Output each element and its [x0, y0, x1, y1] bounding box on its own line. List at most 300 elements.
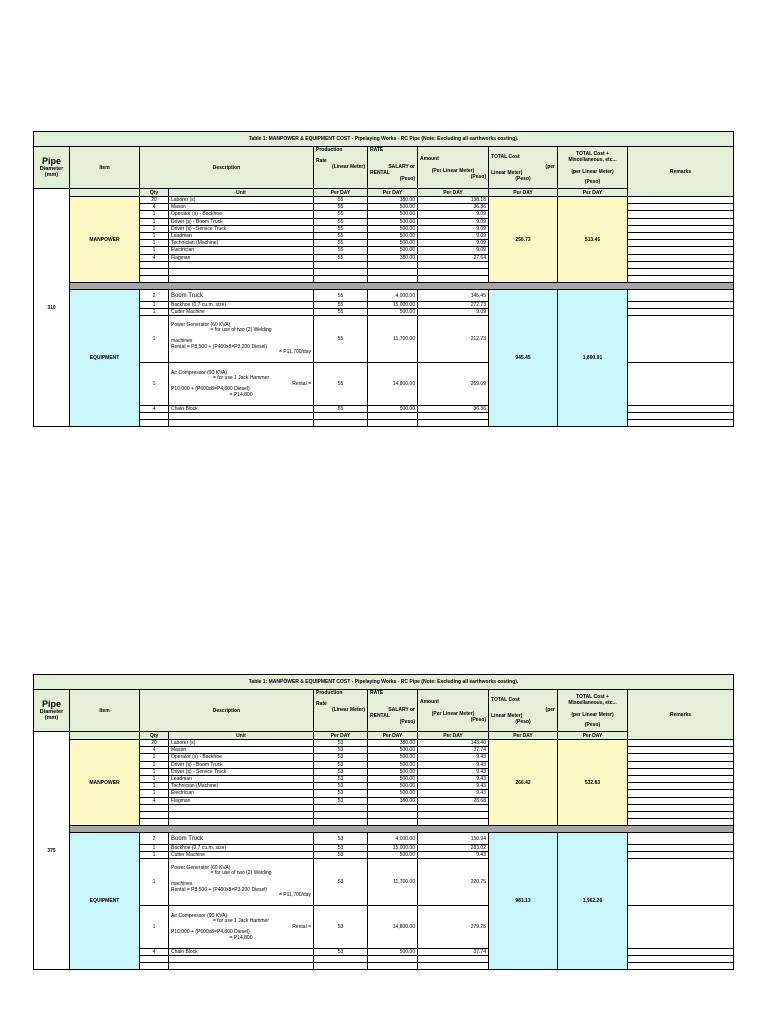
description-line: = P14,800: [229, 934, 253, 941]
empty-cell: [418, 276, 489, 283]
description-line: P10,000 + (P600x8=P4,800 Diesel): [171, 929, 250, 935]
item-manpower: MANPOWER: [70, 740, 140, 826]
remarks-cell: [628, 811, 734, 818]
header-production-mid: Rate: [316, 158, 327, 164]
rate-cell: 500.00: [368, 218, 418, 225]
amount-cell: 220.75: [418, 859, 489, 906]
empty-cell: [140, 811, 169, 818]
description-line: Rental =: [292, 923, 311, 930]
empty-cell: [314, 268, 368, 275]
header-amount: [418, 147, 489, 189]
header-totmisc-bot: (Peso): [584, 721, 601, 728]
remarks-cell: [628, 761, 734, 768]
empty-cell: [140, 413, 169, 420]
header-totmisc-top2: Miscellaneous, etc...: [568, 699, 617, 706]
unit-cell: Electrician: [169, 790, 314, 797]
equipment-description: Chain Block: [169, 406, 314, 413]
qty-cell: 4: [140, 747, 169, 754]
unit-cell: Flagman: [169, 797, 314, 804]
qty-cell: 1: [140, 783, 169, 790]
qty-cell: 1: [140, 906, 169, 949]
empty-cell: [140, 276, 169, 283]
manpower-total-cost: 256.73: [489, 197, 558, 283]
production-cell: 55: [314, 247, 368, 254]
header-rate-top: RATE: [370, 690, 384, 696]
section-separator: [70, 283, 734, 290]
equipment-description: [169, 316, 314, 363]
qty-cell: 1: [140, 225, 169, 232]
remarks-cell: [628, 747, 734, 754]
header-rate-bot2: (Peso): [399, 719, 415, 725]
subheader-blank: [70, 189, 140, 197]
production-cell: 53: [314, 797, 368, 804]
qty-cell: 20: [140, 740, 169, 747]
amount-cell: 9.09: [418, 232, 489, 239]
rate-cell: 380.00: [368, 797, 418, 804]
unit-cell: Technician (Machine): [169, 783, 314, 790]
amount-cell: 27.64: [418, 254, 489, 261]
header-totmisc-top2: Miscellaneous, etc...: [568, 156, 617, 163]
unit-cell: Driver (s) - Service Truck: [169, 225, 314, 232]
empty-cell: [314, 420, 368, 427]
header-item: Item: [70, 147, 140, 189]
cost-table-2-container: [33, 674, 733, 970]
empty-cell: [418, 811, 489, 818]
header-amount-bot: (Peso): [470, 173, 486, 180]
cost-table: [33, 131, 734, 427]
unit-cell: Leadman: [169, 232, 314, 239]
description-line: = P14,800: [229, 391, 253, 398]
empty-cell: [314, 413, 368, 420]
description-line: P10,000 + (P600x8=P4,800 Diesel): [171, 386, 250, 392]
qty-cell: 1: [140, 363, 169, 406]
empty-cell: [314, 276, 368, 283]
amount-cell: 9.43: [418, 768, 489, 775]
item-equipment: EQUIPMENT: [70, 833, 140, 970]
empty-cell: [368, 811, 418, 818]
amount-cell: 36.36: [418, 204, 489, 211]
subheader-per-day: Per DAY: [368, 189, 418, 197]
header-remarks: Remarks: [628, 147, 734, 197]
header-description: Description: [140, 690, 314, 732]
header-total-top: TOTAL Cost: [491, 696, 520, 703]
header-total-per: (per: [545, 706, 555, 713]
header-amount-top: Amount: [420, 155, 439, 162]
empty-cell: [314, 956, 368, 963]
remarks-cell: [628, 232, 734, 239]
rate-cell: 500.00: [368, 211, 418, 218]
cost-table: [33, 674, 734, 970]
empty-cell: [169, 819, 314, 826]
equipment-total-misc: 1,890.91: [558, 290, 628, 427]
manpower-total-misc: 513.45: [558, 197, 628, 283]
description-line: = for use 1 Jack Hammer: [213, 375, 269, 381]
header-totmisc-top: TOTAL Cost +: [576, 150, 609, 157]
qty-cell: 1: [140, 240, 169, 247]
rate-cell: 500.00: [368, 747, 418, 754]
amount-cell: 9.09: [418, 247, 489, 254]
unit-cell: Mason: [169, 204, 314, 211]
production-cell: 53: [314, 790, 368, 797]
rate-cell: 500.00: [368, 754, 418, 761]
production-cell: 55: [314, 204, 368, 211]
empty-cell: [368, 963, 418, 970]
remarks-cell: [628, 197, 734, 204]
remarks-cell: [628, 768, 734, 775]
equipment-description: Backhoe (0.7 cu.m. size): [169, 302, 314, 309]
header-total-misc: [558, 690, 628, 732]
production-cell: 53: [314, 833, 368, 845]
remarks-cell: [628, 852, 734, 859]
qty-cell: 1: [140, 218, 169, 225]
remarks-cell: [628, 740, 734, 747]
qty-cell: 1: [140, 316, 169, 363]
empty-cell: [169, 811, 314, 818]
amount-cell: 269.09: [418, 363, 489, 406]
rate-cell: 500.00: [368, 761, 418, 768]
amount-cell: 37.74: [418, 949, 489, 956]
equipment-description: Cutter Machine: [169, 309, 314, 316]
qty-cell: 1: [140, 852, 169, 859]
production-cell: 53: [314, 783, 368, 790]
production-cell: 55: [314, 309, 368, 316]
subheader-per-day: Per DAY: [558, 189, 628, 197]
equipment-description: [169, 906, 314, 949]
qty-cell: 1: [140, 790, 169, 797]
rate-cell: 14,800.00: [368, 906, 418, 949]
remarks-cell: [628, 254, 734, 261]
amount-cell: 138.18: [418, 197, 489, 204]
pipe-diameter: 310: [34, 189, 70, 427]
header-amount: [418, 690, 489, 732]
header-production-top: Production: [316, 690, 343, 696]
rate-cell: 11,700.00: [368, 316, 418, 363]
rate-cell: 4,000.00: [368, 290, 418, 302]
empty-cell: [418, 819, 489, 826]
header-rate-top: RATE: [370, 147, 384, 153]
qty-cell: 1: [140, 768, 169, 775]
qty-cell: 4: [140, 949, 169, 956]
header-production-rate: [314, 690, 368, 732]
unit-cell: Laborer (s): [169, 740, 314, 747]
header-amount-bot: (Peso): [470, 716, 486, 723]
rate-cell: 500.00: [368, 204, 418, 211]
item-equipment: EQUIPMENT: [70, 290, 140, 427]
empty-cell: [314, 811, 368, 818]
production-cell: 53: [314, 859, 368, 906]
qty-cell: 4: [140, 254, 169, 261]
empty-cell: [418, 261, 489, 268]
header-total-bot: (Peso): [515, 175, 531, 182]
header-total-per: (per: [545, 163, 555, 170]
subheader-per-day: Per DAY: [558, 732, 628, 740]
remarks-cell: [628, 316, 734, 363]
header-production-bot: (Linear Meter): [331, 164, 365, 170]
remarks-cell: [628, 797, 734, 804]
subheader-unit: Unit: [169, 732, 314, 740]
header-total-mid: Linear Meter): [491, 712, 523, 719]
unit-cell: Driver (s) - Service Truck: [169, 768, 314, 775]
rate-cell: 15,000.00: [368, 845, 418, 852]
amount-cell: 9.09: [418, 225, 489, 232]
empty-cell: [169, 804, 314, 811]
equipment-description: [169, 363, 314, 406]
production-cell: 53: [314, 761, 368, 768]
production-cell: 55: [314, 254, 368, 261]
header-rate-mid: SALARY or: [388, 164, 415, 170]
production-cell: 55: [314, 211, 368, 218]
amount-cell: 9.09: [418, 211, 489, 218]
empty-cell: [368, 276, 418, 283]
amount-cell: 9.09: [418, 309, 489, 316]
header-rate: [368, 147, 418, 189]
rate-cell: 500.00: [368, 949, 418, 956]
description-line: Power Generator (60 KVA): [171, 321, 231, 328]
amount-cell: 9.43: [418, 761, 489, 768]
description-line: Rental =: [292, 380, 311, 387]
description-line: machines: [171, 338, 193, 345]
empty-cell: [140, 261, 169, 268]
amount-cell: 9.09: [418, 218, 489, 225]
description-line: = for use of two (2) Welding: [210, 327, 272, 334]
rate-cell: 500.00: [368, 775, 418, 782]
empty-cell: [368, 268, 418, 275]
equipment-description: Cutter Machine: [169, 852, 314, 859]
amount-cell: 150.94: [418, 833, 489, 845]
header-total-mid: Linear Meter): [491, 169, 523, 176]
subheader-unit: Unit: [169, 189, 314, 197]
empty-cell: [140, 268, 169, 275]
header-total-top: TOTAL Cost: [491, 153, 520, 160]
rate-cell: 500.00: [368, 232, 418, 239]
empty-cell: [314, 963, 368, 970]
unit-cell: Leadman: [169, 775, 314, 782]
qty-cell: 1: [140, 232, 169, 239]
production-cell: 55: [314, 302, 368, 309]
description-line: Rental = P8,500 + (P400x8=P3,200 Diesel): [171, 886, 268, 893]
header-production-bot: (Linear Meter): [331, 707, 365, 713]
empty-cell: [368, 413, 418, 420]
header-pipe: [34, 690, 70, 732]
remarks-cell: [628, 906, 734, 949]
header-pipe-label: Pipe: [41, 699, 61, 709]
amount-cell: 9.43: [418, 783, 489, 790]
empty-cell: [418, 268, 489, 275]
rate-cell: 11,700.00: [368, 859, 418, 906]
description-line: = for use of two (2) Welding: [210, 870, 272, 877]
empty-cell: [418, 956, 489, 963]
amount-cell: 9.43: [418, 852, 489, 859]
amount-cell: 9.09: [418, 240, 489, 247]
header-totmisc-bot: (Peso): [584, 178, 601, 185]
amount-cell: 36.36: [418, 406, 489, 413]
production-cell: 55: [314, 316, 368, 363]
qty-cell: 1: [140, 775, 169, 782]
unit-cell: Operator (s) - Backhoe: [169, 211, 314, 218]
header-amount-top: Amount: [420, 698, 439, 705]
empty-cell: [140, 819, 169, 826]
remarks-cell: [628, 833, 734, 845]
rate-cell: 500.00: [368, 406, 418, 413]
production-cell: 55: [314, 240, 368, 247]
production-cell: 53: [314, 768, 368, 775]
rate-cell: 4,000.00: [368, 833, 418, 845]
qty-cell: 20: [140, 197, 169, 204]
header-totmisc-top: TOTAL Cost +: [576, 693, 609, 700]
remarks-cell: [628, 845, 734, 852]
subheader-per-day: Per DAY: [418, 189, 489, 197]
rate-cell: 15,000.00: [368, 302, 418, 309]
remarks-cell: [628, 963, 734, 970]
header-item: Item: [70, 690, 140, 732]
header-production-mid: Rate: [316, 701, 327, 707]
table-title: Table 1: MANPOWER & EQUIPMENT COST - Pipelaying Works - RC Pipe (Note: Excluding all earthworks costing).: [34, 132, 734, 147]
subheader-per-day: Per DAY: [314, 189, 368, 197]
equipment-description: Chain Block: [169, 949, 314, 956]
rate-cell: 500.00: [368, 768, 418, 775]
remarks-cell: [628, 302, 734, 309]
subheader-per-day: Per DAY: [314, 732, 368, 740]
remarks-cell: [628, 225, 734, 232]
header-total-cost: [489, 690, 558, 732]
remarks-cell: [628, 363, 734, 406]
description-line: Air Compressor (90 KVA): [171, 369, 228, 376]
subheader-per-day: Per DAY: [489, 732, 558, 740]
subheader-blank: [70, 732, 140, 740]
header-description: Description: [140, 147, 314, 189]
manpower-total-cost: 266.42: [489, 740, 558, 826]
rate-cell: 500.00: [368, 783, 418, 790]
empty-cell: [169, 956, 314, 963]
rate-cell: 14,800.00: [368, 363, 418, 406]
remarks-cell: [628, 218, 734, 225]
subheader-per-day: Per DAY: [368, 732, 418, 740]
remarks-cell: [628, 804, 734, 811]
header-rate-bot2: (Peso): [399, 176, 415, 182]
production-cell: 55: [314, 225, 368, 232]
amount-cell: 283.02: [418, 845, 489, 852]
production-cell: 53: [314, 775, 368, 782]
remarks-cell: [628, 211, 734, 218]
empty-cell: [169, 268, 314, 275]
header-pipe-sub: Diameter (mm): [39, 709, 64, 721]
equipment-total-cost: 981.13: [489, 833, 558, 970]
qty-cell: 2: [140, 833, 169, 845]
empty-cell: [140, 963, 169, 970]
qty-cell: 1: [140, 247, 169, 254]
equipment-total-cost: 945.45: [489, 290, 558, 427]
qty-cell: 1: [140, 302, 169, 309]
header-total-misc: [558, 147, 628, 189]
section-separator: [70, 826, 734, 833]
header-rate-bot1: RENTAL: [370, 170, 390, 176]
equipment-total-misc: 1,962.26: [558, 833, 628, 970]
equipment-description: Boom Truck: [169, 290, 314, 302]
equipment-description: Boom Truck: [169, 833, 314, 845]
amount-cell: 212.73: [418, 316, 489, 363]
subheader-qty: Qty: [140, 732, 169, 740]
empty-cell: [368, 420, 418, 427]
description-line: = P11,700/day: [278, 892, 311, 899]
remarks-cell: [628, 276, 734, 283]
header-total-cost: [489, 147, 558, 189]
empty-cell: [140, 804, 169, 811]
rate-cell: 500.00: [368, 225, 418, 232]
qty-cell: 1: [140, 845, 169, 852]
rate-cell: 500.00: [368, 240, 418, 247]
amount-cell: 9.43: [418, 775, 489, 782]
rate-cell: 380.00: [368, 197, 418, 204]
amount-cell: 145.45: [418, 290, 489, 302]
description-line: = P11,700/day: [278, 349, 311, 356]
remarks-cell: [628, 949, 734, 956]
qty-cell: 4: [140, 406, 169, 413]
remarks-cell: [628, 790, 734, 797]
amount-cell: 9.43: [418, 754, 489, 761]
rate-cell: 500.00: [368, 852, 418, 859]
header-pipe: [34, 147, 70, 189]
description-line: Rental = P8,500 + (P400x8=P3,200 Diesel): [171, 343, 268, 350]
production-cell: 53: [314, 949, 368, 956]
header-total-bot: (Peso): [515, 718, 531, 725]
header-production-rate: [314, 147, 368, 189]
qty-cell: 4: [140, 797, 169, 804]
description-line: machines: [171, 881, 193, 888]
amount-cell: 279.25: [418, 906, 489, 949]
qty-cell: 2: [140, 290, 169, 302]
qty-cell: 1: [140, 761, 169, 768]
empty-cell: [418, 413, 489, 420]
remarks-cell: [628, 240, 734, 247]
qty-cell: 1: [140, 859, 169, 906]
header-remarks: Remarks: [628, 690, 734, 740]
remarks-cell: [628, 783, 734, 790]
production-cell: 53: [314, 845, 368, 852]
qty-cell: 4: [140, 204, 169, 211]
remarks-cell: [628, 413, 734, 420]
empty-cell: [169, 963, 314, 970]
item-manpower: MANPOWER: [70, 197, 140, 283]
unit-cell: Driver (s) - Boom Truck: [169, 761, 314, 768]
remarks-cell: [628, 204, 734, 211]
unit-cell: Driver (s) - Boom Truck: [169, 218, 314, 225]
header-production-top: Production: [316, 147, 343, 153]
remarks-cell: [628, 290, 734, 302]
subheader-per-day: Per DAY: [489, 189, 558, 197]
remarks-cell: [628, 775, 734, 782]
remarks-cell: [628, 309, 734, 316]
qty-cell: 1: [140, 309, 169, 316]
qty-cell: 1: [140, 211, 169, 218]
description-line: Air Compressor (90 KVA): [171, 912, 228, 919]
production-cell: 55: [314, 406, 368, 413]
empty-cell: [169, 276, 314, 283]
rate-cell: 500.00: [368, 790, 418, 797]
amount-cell: 9.43: [418, 790, 489, 797]
amount-cell: 37.74: [418, 747, 489, 754]
unit-cell: Technician (Machine): [169, 240, 314, 247]
remarks-cell: [628, 859, 734, 906]
unit-cell: Laborer (s): [169, 197, 314, 204]
empty-cell: [368, 261, 418, 268]
production-cell: 55: [314, 290, 368, 302]
pipe-diameter: 375: [34, 732, 70, 970]
production-cell: 53: [314, 740, 368, 747]
unit-cell: Operator (s) - Backhoe: [169, 754, 314, 761]
table-title: Table 1: MANPOWER & EQUIPMENT COST - Pipelaying Works - RC Pipe (Note: Excluding all earthworks costing).: [34, 675, 734, 690]
empty-cell: [169, 413, 314, 420]
amount-cell: 28.68: [418, 797, 489, 804]
